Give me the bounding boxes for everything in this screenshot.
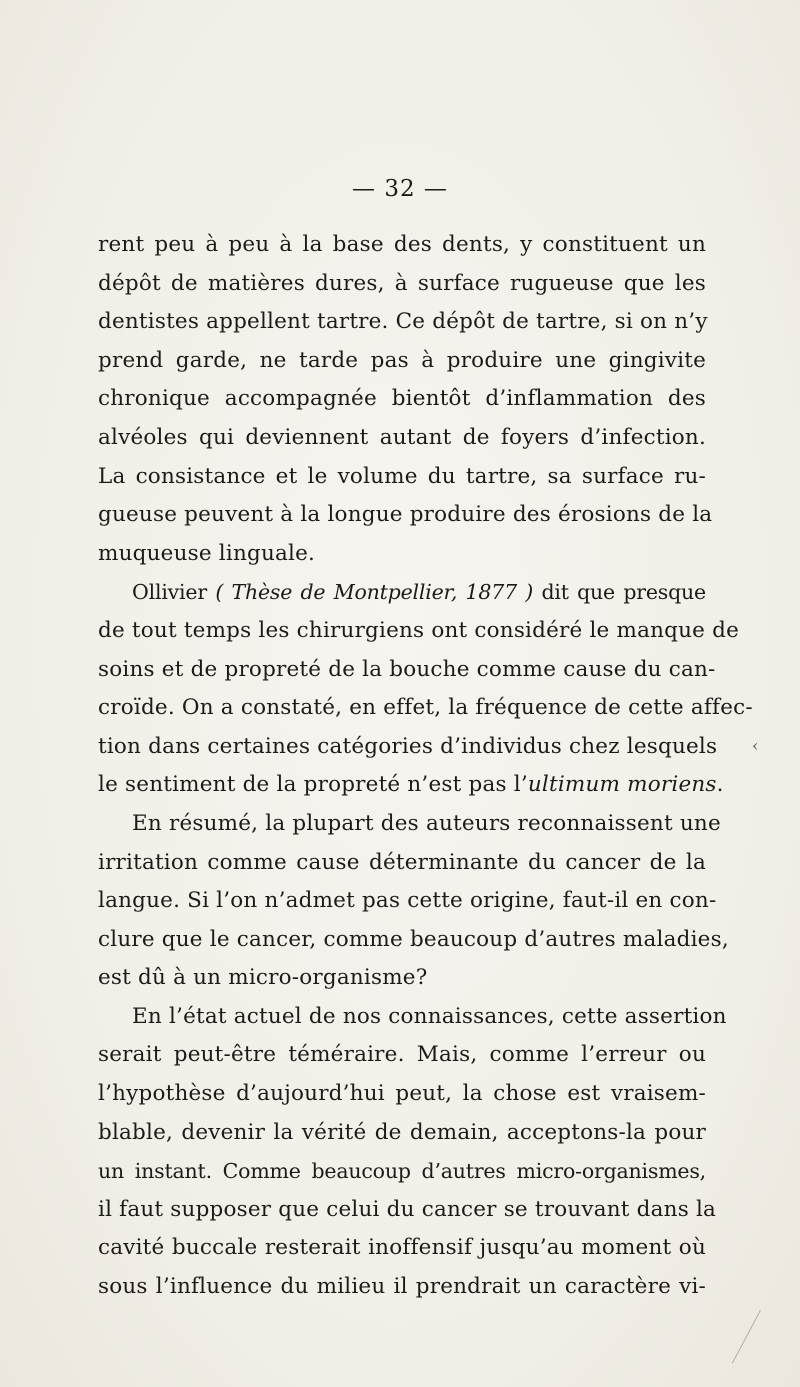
text-line: il faut supposer que celui du cancer se trouvant dans la xyxy=(98,1196,717,1222)
page-number: — 32 — xyxy=(352,176,448,202)
text-line: muqueuse linguale. xyxy=(98,540,316,566)
text-fragment: . xyxy=(716,772,724,798)
text-line: En résumé, la plupart des auteurs reconnaissent une xyxy=(132,810,721,836)
text-line: cavité buccale resterait inoffensif jusqu’au moment où xyxy=(98,1235,706,1261)
text-line: chronique accompagnée bientôt d’inflammation des xyxy=(98,386,706,412)
text-line: clure que le cancer, comme beaucoup d’autres maladies, xyxy=(98,926,729,952)
text-line: dentistes appellent tartre. Ce dépôt de tartre, si on n’y xyxy=(98,309,708,335)
text-line: croïde. On a constaté, en effet, la fréquence de cette affec- xyxy=(98,695,753,721)
text-fragment: le sentiment de la propreté n’est pas l’ xyxy=(98,772,528,798)
text-line-ollivier xyxy=(98,573,706,612)
margin-mark: ‹ xyxy=(752,736,759,755)
text-line: langue. Si l’on n’admet pas cette origine, faut-il en con- xyxy=(98,888,717,914)
text-line: sous l’influence du milieu il prendrait un caractère vi- xyxy=(98,1274,706,1300)
text-line: tion dans certaines catégories d’individus chez lesquels xyxy=(98,733,718,759)
text-line: blable, devenir la vérité de demain, acceptons-la pour xyxy=(98,1119,706,1145)
text-line: rent peu à peu à la base des dents, y constituent un xyxy=(98,232,706,257)
text-line: gueuse peuvent à la longue produire des érosions de la xyxy=(98,502,713,528)
text-line: alvéoles qui deviennent autant de foyers d’infection. xyxy=(98,424,706,450)
author-name: Ollivier xyxy=(132,580,207,605)
text-line: La consistance et le volume du tartre, sa surface ru- xyxy=(98,463,706,489)
margin-stroke xyxy=(732,1310,761,1363)
text-line: un instant. Comme beaucoup d’autres micro-organismes, xyxy=(98,1159,706,1184)
text-line: En l’état actuel de nos connaissances, cette assertion xyxy=(132,1003,727,1029)
body-text xyxy=(98,226,753,1307)
text-fragment: dit que presque xyxy=(541,580,706,605)
text-line: soins et de propreté de la bouche comme cause du can- xyxy=(98,656,716,682)
text-line-ultimum xyxy=(98,766,724,805)
text-line: prend garde, ne tarde pas à produire une gingivite xyxy=(98,347,706,373)
citation: ( Thèse de Montpellier, 1877 ) xyxy=(215,580,534,605)
text-line: serait peut-être téméraire. Mais, comme l’erreur ou xyxy=(98,1042,706,1068)
text-line: de tout temps les chirurgiens ont considéré le manque de xyxy=(98,617,739,643)
text-line: est dû à un micro-organisme? xyxy=(98,965,428,991)
latin-phrase: ultimum moriens xyxy=(527,772,717,798)
text-line: dépôt de matières dures, à surface rugueuse que les xyxy=(98,270,706,296)
text-line: l’hypothèse d’aujourd’hui peut, la chose est vraisem- xyxy=(98,1081,706,1107)
text-line: irritation comme cause déterminante du cancer de la xyxy=(98,849,706,875)
